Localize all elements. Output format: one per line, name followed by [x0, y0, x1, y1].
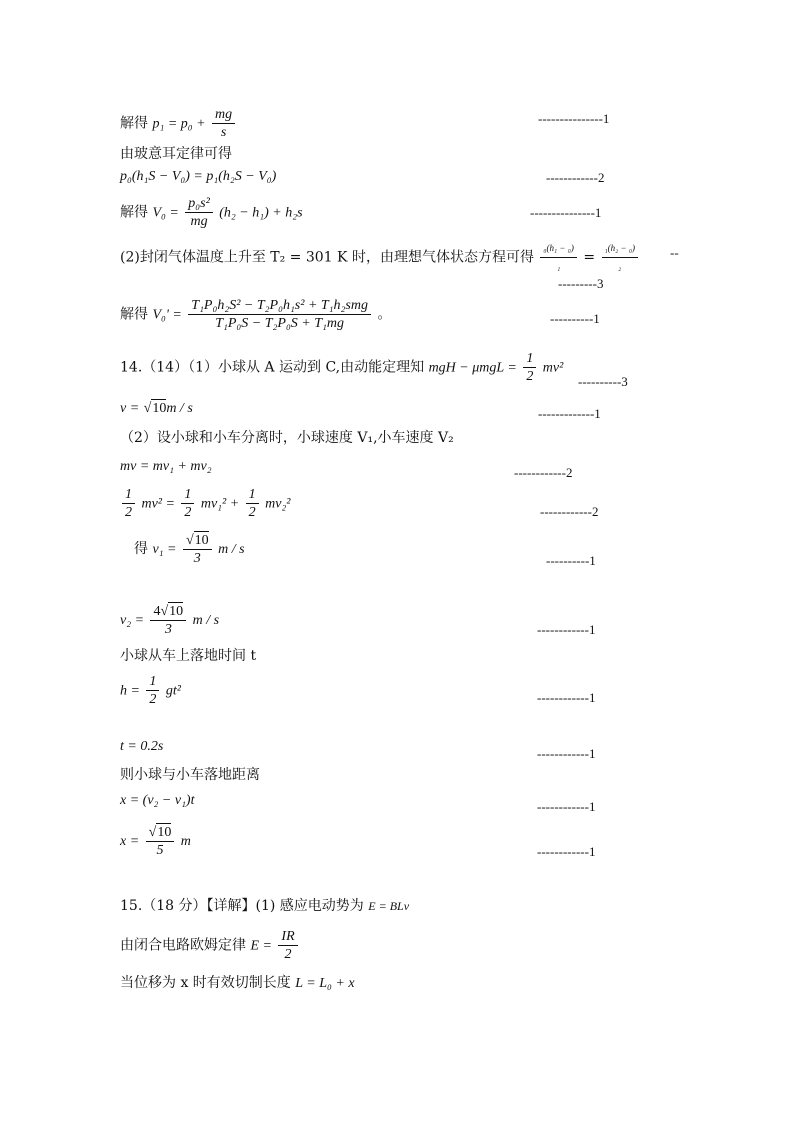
fraction: $\frac{\text{T₁P₀h₂S² − T₂P₀h₁s² + T₁h₂smg}}{\text{T₁P₀S − T₂P₀S + T₁mg}}$ — [188, 297, 371, 332]
eq-energy: 14.（14）（1）小球从 A 运动到 C,由动能定理知 mgH − μmgL = $\frac{1}{2}$ mv² — [120, 351, 564, 384]
eq-momentum: mv = mv₁ + mv₂ — [120, 459, 212, 474]
score-mark: ---------3 — [558, 276, 604, 291]
score-mark: ------------1 — [537, 799, 596, 814]
fraction: $\frac{\text{p₀s²}}{mg}$ — [185, 195, 213, 230]
eq-x: x = (v₂ − v₁)t — [120, 793, 195, 808]
fraction: $\frac{4√10}{3}$ — [150, 602, 186, 638]
score-mark: ----------3 — [578, 374, 628, 389]
eq-v1: 得 v₁ = $\frac{√10}{3}$ m / s — [134, 533, 245, 566]
text-line: 小球从车上落地时间 t — [120, 648, 257, 664]
score-mark: ------------1 — [537, 746, 596, 761]
score-mark: ------------1 — [537, 690, 596, 705]
fraction: $\frac{1}{2}$ — [122, 486, 135, 521]
eq-ohm: 由闭合电路欧姆定律 E = $\frac{IR}{2}$ — [120, 928, 300, 963]
score-mark: ----------1 — [550, 311, 600, 326]
score-mark: ------------1 — [537, 622, 596, 637]
eq-kinetic: $\frac{1}{2}$ mv² = $\frac{1}{2}$ mv₁² + $\frac{1}{2}$ mv₂² — [120, 486, 290, 521]
eq-v0: 解得 V₀ = $\frac{\text{p₀s²}}{mg}$ (h₂ − h₁) + h₂s — [120, 196, 303, 229]
score-mark: -------------1 — [538, 406, 601, 421]
eq-p1: 解得 p₁ = p₀ + $\frac{mg}{s}$ — [120, 106, 237, 141]
fraction: $\frac{1}{2}$ — [523, 350, 536, 385]
section-15: 15.（18 分）【详解】(1) 感应电动势为 E = BLv — [120, 898, 410, 914]
eq-v: v = √10m / s — [120, 401, 193, 416]
fraction: $\frac{\text{₀(h₁ − ₀)}}{\text{₁}}$ — [540, 240, 576, 275]
text-line: 由玻意耳定律可得 — [120, 146, 232, 162]
text-line: 则小球与小车落地距离 — [120, 767, 260, 783]
score-mark: ----------1 — [546, 553, 596, 568]
eq-v2: v₂ = $\frac{4√10}{3}$ m / s — [120, 604, 220, 637]
fraction: $\frac{1}{2}$ — [146, 673, 159, 708]
fraction: $\frac{mg}{s}$ — [212, 106, 235, 141]
score-mark: ---------------1 — [538, 111, 610, 126]
fraction: $\frac{√10}{3}$ — [183, 531, 212, 567]
eq-x-value: x = $\frac{√10}{5}$ m — [120, 825, 191, 858]
eq-length: 当位移为 x 时有效切制长度 L = L₀ + x — [120, 975, 355, 991]
fraction: $\frac{1}{2}$ — [246, 486, 259, 521]
eq-v0-prime: 解得 V₀' = $\frac{\text{T₁P₀h₂S² − T₂P₀h₁s² + T₁h₂smg}}{\text{T₁P₀S − T₂P₀S + T₁mg}}$ 。 — [120, 298, 392, 331]
score-mark: ------------2 — [540, 504, 599, 519]
text-line: （2）设小球和小车分离时，小球速度 V₁,小车速度 V₂ — [120, 430, 454, 446]
score-mark: ------------1 — [537, 844, 596, 859]
fraction: $\frac{IR}{2}$ — [278, 928, 297, 963]
eq-boyle: p₀(h₁S − V₀) = p₁(h₂S − V₀) — [120, 169, 277, 184]
score-mark: ------------2 — [546, 170, 605, 185]
score-mark: ---------------1 — [530, 205, 602, 220]
score-mark: ------------2 — [514, 465, 573, 480]
eq-h: h = $\frac{1}{2}$ gt² — [120, 674, 181, 707]
eq-t: t = 0.2s — [120, 739, 164, 754]
eq-gas-state: (2)封闭气体温度上升至 T₂ = 301 K 时，由理想气体状态方程可得 $\frac{\text{₀(h₁ − ₀)}}{\text{₁}}$ = $\frac{\text{₁(h₂ − ₀)}}{\text{₂}}$ — [120, 240, 640, 275]
fraction: $\frac{\text{₁(h₂ − ₀)}}{\text{₂}}$ — [602, 240, 638, 275]
fraction: $\frac{1}{2}$ — [181, 486, 194, 521]
fraction: $\frac{√10}{5}$ — [146, 823, 175, 859]
score-mark: -- — [670, 245, 679, 260]
